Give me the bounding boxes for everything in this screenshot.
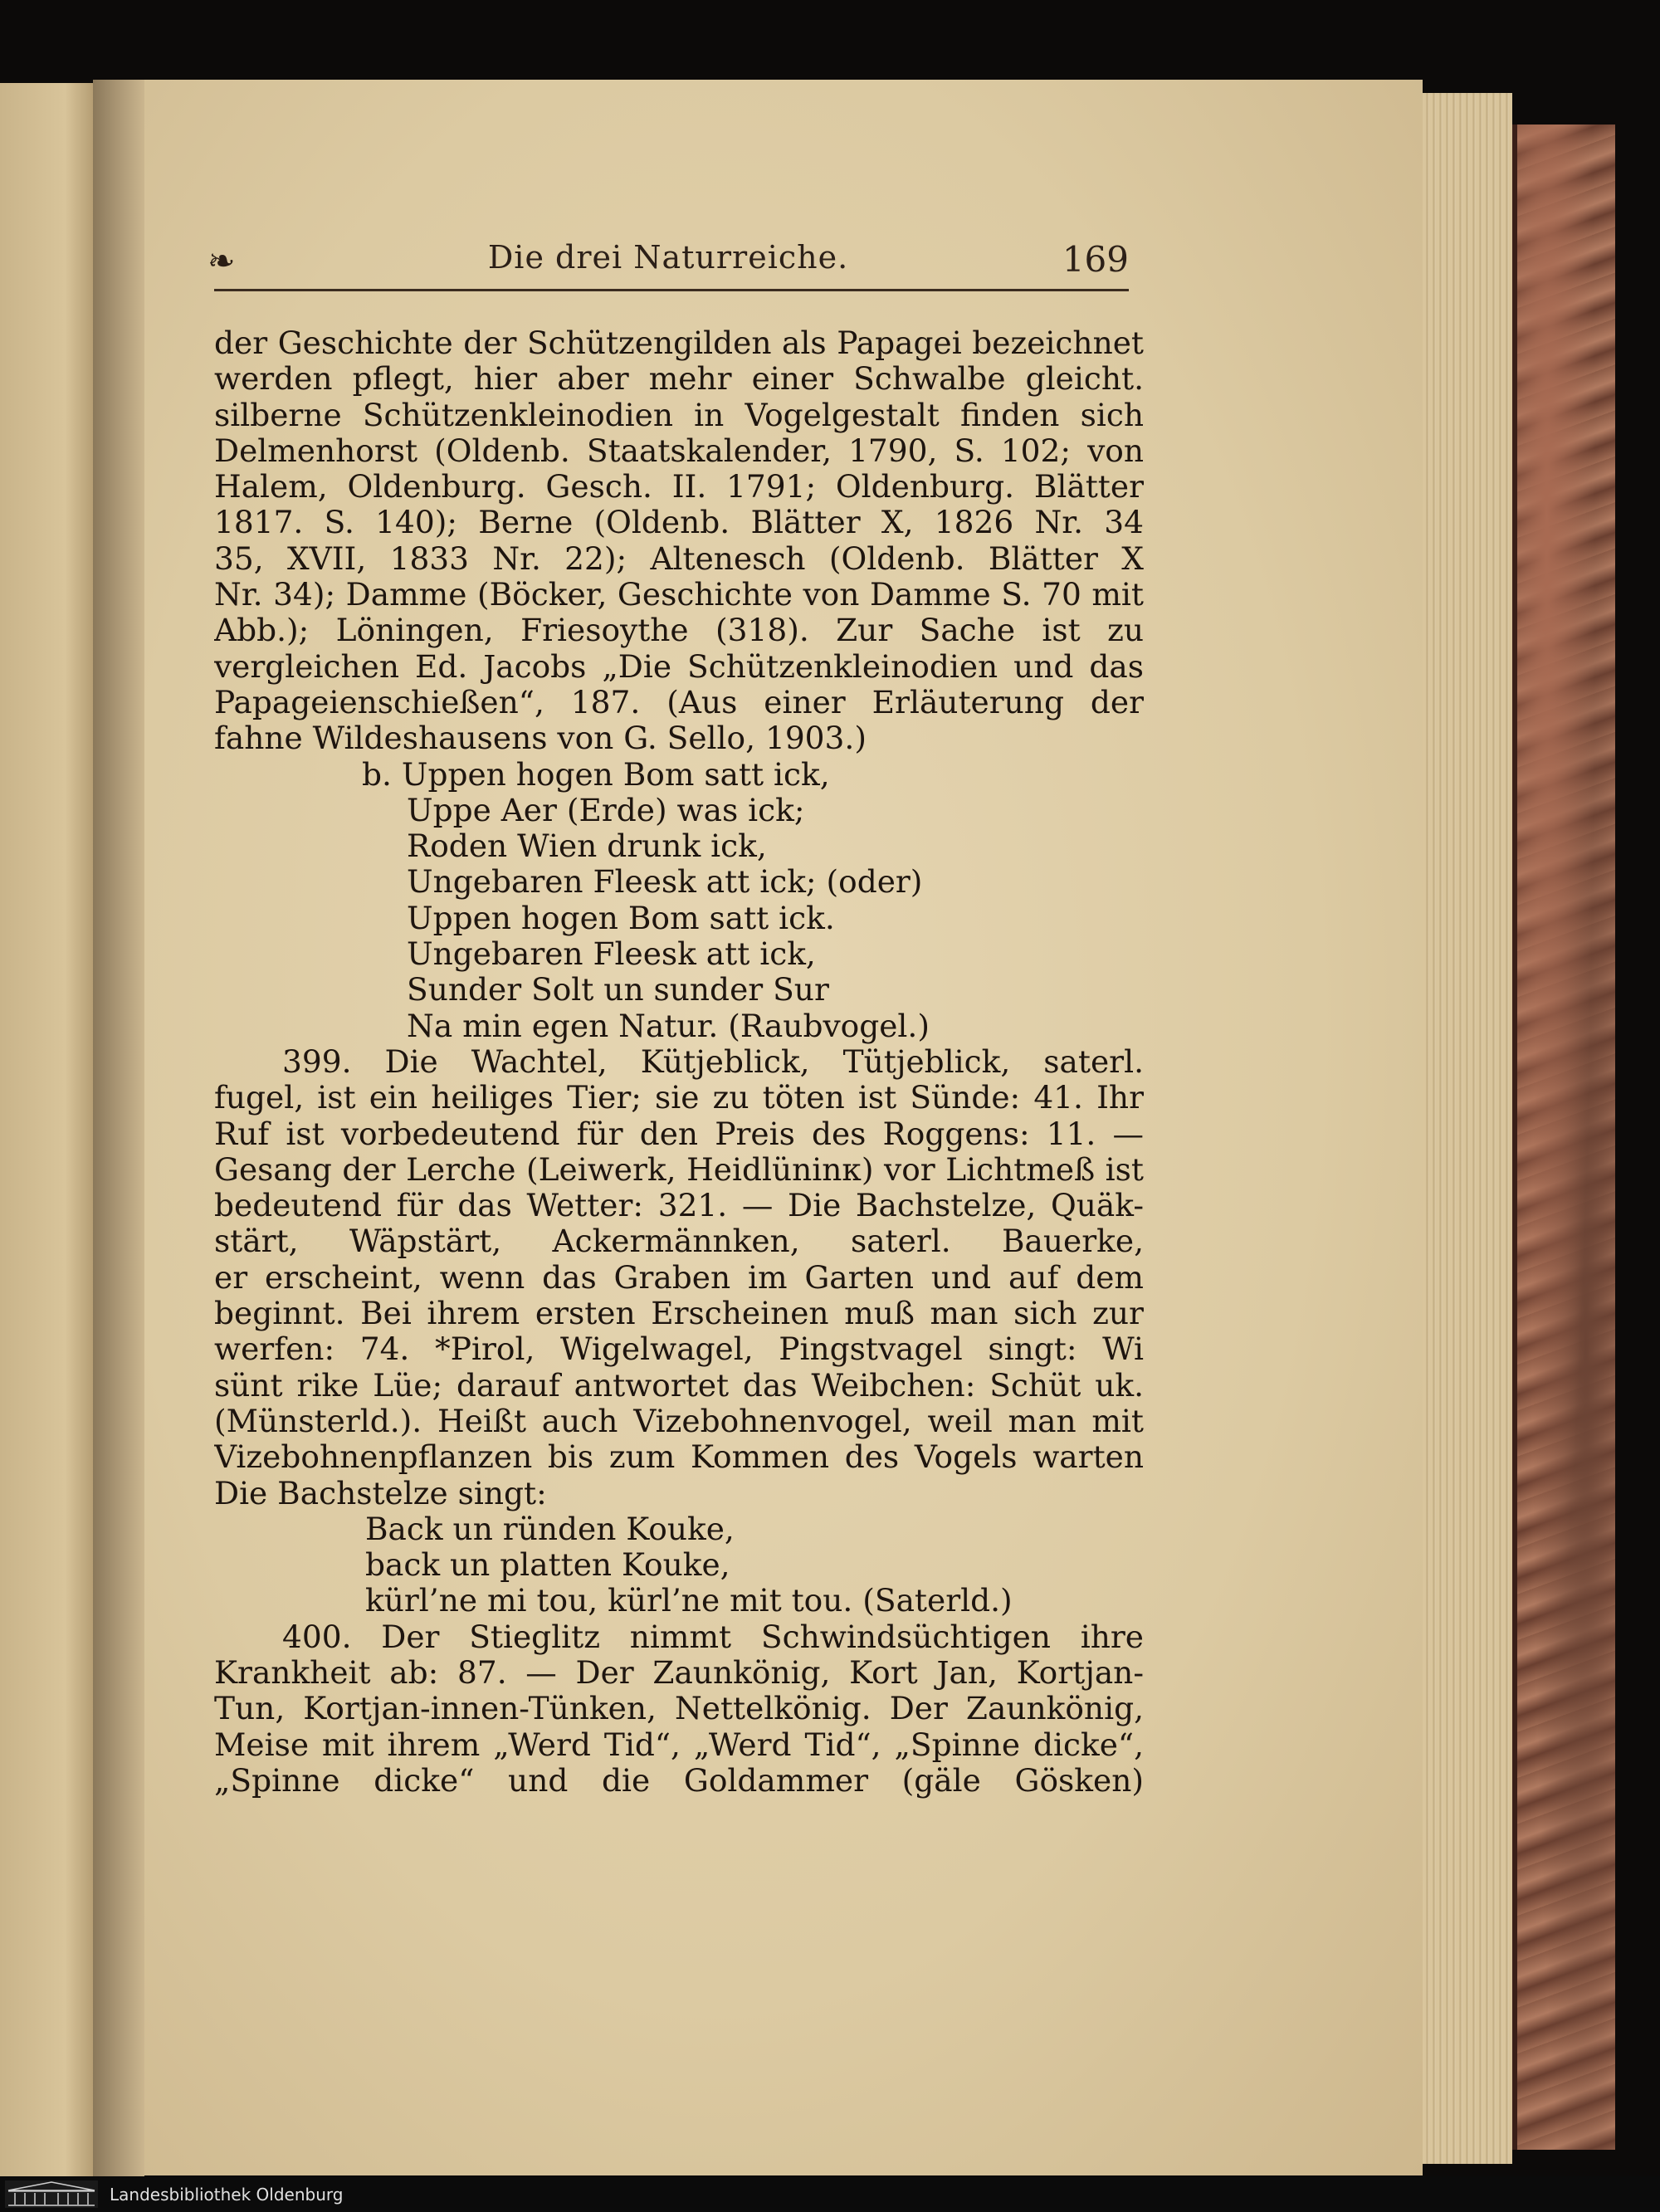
text-line: fugel, ist ein heiliges Tier; sie zu töten ist Sünde: 41. Ihr xyxy=(214,1080,1144,1116)
page-text xyxy=(214,325,1144,1799)
text-line: bedeutend für das Wetter: 321. — Die Bachstelze, Quäk- xyxy=(214,1188,1144,1224)
text-line: silberne Schützenkleinodien in Vogelgestalt finden sich xyxy=(214,397,1144,433)
verse-line: Roden Wien drunk ick, xyxy=(407,828,767,865)
text-line: Meise mit ihrem „Werd Tid“, „Werd Tid“, „Spinne dicke“, xyxy=(214,1726,1144,1763)
text-line: beginnt. Bei ihrem ersten Erscheinen muß man sich zur xyxy=(214,1296,1144,1332)
text-line: Delmenhorst (Oldenb. Staatskalender, 1790, S. 102; von xyxy=(214,432,1144,469)
text-line: Abb.); Löningen, Friesoythe (318). Zur Sache ist zu xyxy=(214,613,1144,649)
text-line: Gesang der Lerche (Leiwerk, Heidlüninк) vor Lichtmeß ist xyxy=(214,1151,1144,1188)
text-line: (Münsterld.). Heißt auch Vizebohnenvogel, weil man mit xyxy=(214,1403,1144,1439)
text-line: „Spinne dicke“ und die Goldammer (gäle Gösken) xyxy=(214,1762,1144,1799)
text-line: Tun, Kortjan-innen-Tünken, Nettelkönig. Der Zaunkönig, xyxy=(214,1691,1144,1727)
footer-bar xyxy=(0,2176,1660,2212)
library-name: Landesbibliothek Oldenburg xyxy=(110,2185,344,2205)
verse-line: Ungebaren Fleesk att ick; (oder) xyxy=(407,863,923,901)
text-line: sünt rike Lüe; darauf antwortet das Weibchen: Schüt uk. xyxy=(214,1367,1144,1404)
text-line: er erscheint, wenn das Graben im Garten und auf dem xyxy=(214,1259,1144,1296)
text-line: werfen: 74. *Pirol, Wigelwagel, Pingstvagel singt: Wi xyxy=(214,1331,1144,1368)
verse-line: Sunder Solt un sunder Sur xyxy=(407,971,829,1008)
text-line: Vizebohnenpflanzen bis zum Kommen des Vogels warten xyxy=(214,1439,1144,1476)
text-line: werden pflegt, hier aber mehr einer Schwalbe gleicht. xyxy=(214,361,1144,398)
section-399-heading-line: 399. Die Wachtel, Kütjeblick, Tütjeblick, saterl. xyxy=(282,1043,1144,1080)
verse-line: kürl’ne mi tou, kürl’ne mit tou. (Saterld.) xyxy=(365,1582,1013,1619)
text-line: Halem, Oldenburg. Gesch. II. 1791; Oldenburg. Blätter xyxy=(214,469,1144,505)
text-line: der Geschichte der Schützengilden als Papagei bezeichnet xyxy=(214,325,1144,361)
text-line: 1817. S. 140); Berne (Oldenb. Blätter X, 1826 Nr. 34 xyxy=(214,505,1144,541)
text-line: vergleichen Ed. Jacobs „Die Schützenkleinodien und das xyxy=(214,648,1144,685)
page-header xyxy=(208,239,1129,289)
verse-line: Ungebaren Fleesk att ick, xyxy=(407,935,816,973)
verse-line: Na min egen Natur. (Raubvogel.) xyxy=(407,1007,930,1044)
text-line: Ruf ist vorbedeutend für den Preis des Roggens: 11. — xyxy=(214,1116,1144,1152)
fleuron-icon: ❧ xyxy=(208,242,236,281)
marbled-book-cover xyxy=(1512,125,1615,2150)
text-line: Papageienschießen“, 187. (Aus einer Erläuterung der xyxy=(214,684,1144,720)
page-number: 169 xyxy=(1062,239,1129,280)
verse-line: Uppe Aer (Erde) was ick; xyxy=(407,791,805,828)
header-rule xyxy=(214,289,1129,291)
previous-page-edge xyxy=(0,83,93,2176)
verse-line: Back un ründen Kouke, xyxy=(365,1510,735,1547)
section-400-heading-line: 400. Der Stieglitz nimmt Schwindsüchtigen ihre xyxy=(282,1619,1144,1655)
text-line: 35, XVII, 1833 Nr. 22); Altenesch (Oldenb. Blätter X xyxy=(214,540,1144,577)
text-line: Krankheit ab: 87. — Der Zaunkönig, Kort Jan, Kortjan- xyxy=(214,1654,1144,1691)
text-line: fahne Wildeshausens von G. Sello, 1903.) xyxy=(214,720,867,757)
verse-line: Uppen hogen Bom satt ick. xyxy=(407,899,835,936)
page-fore-edge xyxy=(1423,93,1512,2164)
text-line: Die Bachstelze singt: xyxy=(214,1474,547,1511)
library-building-logo-icon xyxy=(5,2180,98,2208)
running-title: Die drei Naturreiche. xyxy=(487,239,849,276)
verse-line: b. Uppen hogen Bom satt ick, xyxy=(362,755,830,793)
text-line: Nr. 34); Damme (Böcker, Geschichte von Damme S. 70 mit xyxy=(214,577,1144,613)
verse-line: back un platten Kouke, xyxy=(365,1546,730,1584)
text-line: stärt, Wäpstärt, Ackermännken, saterl. Bauerke, xyxy=(214,1223,1144,1260)
book-gutter xyxy=(93,80,144,2180)
